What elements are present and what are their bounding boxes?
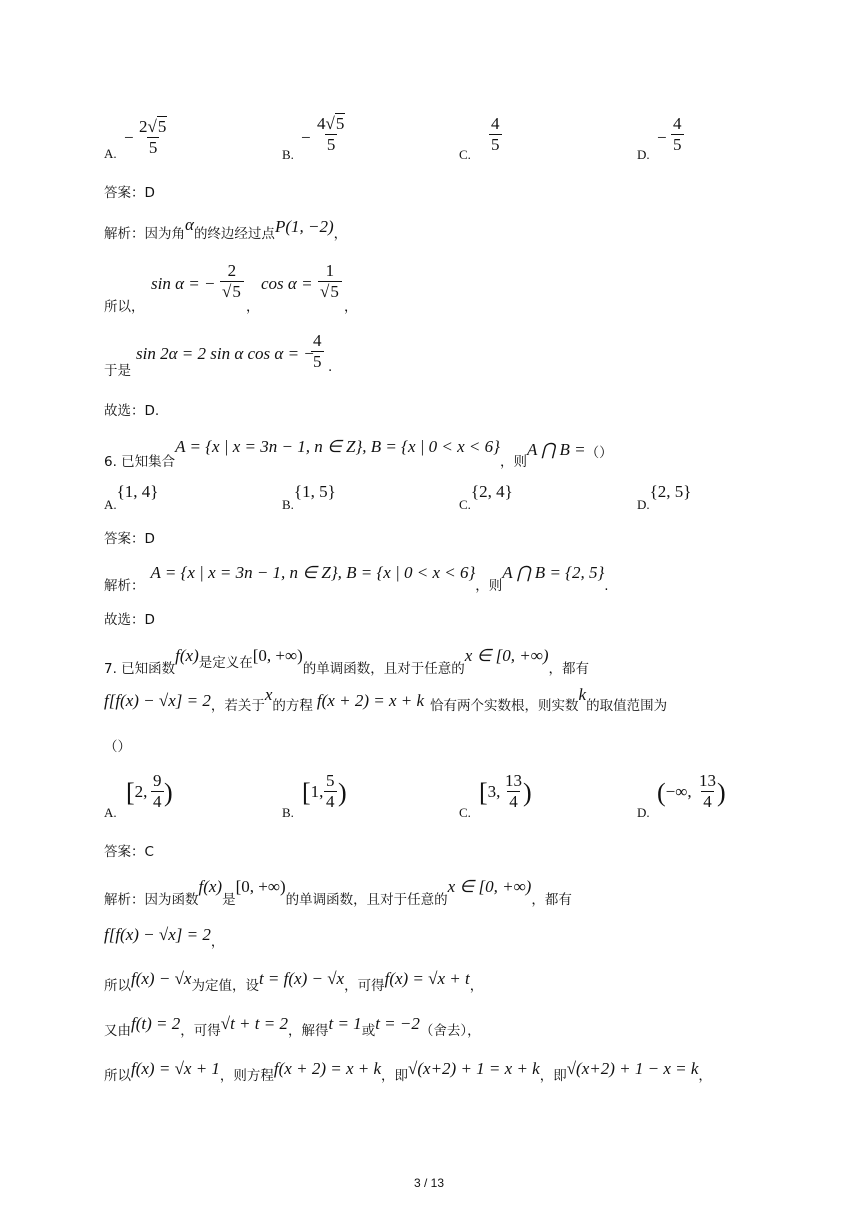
- fraction: $\frac{4√5}{5}$: [317, 114, 345, 154]
- q6-answer: 答案：D: [104, 531, 155, 547]
- page-number: 3 / 13: [414, 1176, 445, 1190]
- option-label: B.: [282, 147, 294, 162]
- option-label: D.: [637, 147, 650, 162]
- fraction: $\frac{1}{√5}$: [318, 262, 342, 301]
- q7-stem-line2: $f[f(x) - √x] = 2_{,若关于}x_{的方程}$ f(x + 2) = x + k $_{恰有两个实数根,则实数}k_{的取值范围为}$: [104, 685, 668, 714]
- q7-answer: 答案：C: [104, 844, 154, 860]
- q5-choose: 故选：D.: [104, 403, 160, 419]
- sqrt: √5: [320, 281, 339, 301]
- q6-choose: 故选：D: [104, 612, 155, 628]
- fraction: $\frac{2}{√5}$: [220, 262, 244, 301]
- q7-analysis-line1: $_{解析:因为函数}f(x)_是[0$, $+\infty)_{的单调函数,且对于任意的}x$ ∈ [0, $+\infty)_{,都有}$: [104, 877, 572, 908]
- q7-analysis-line3: $_{所以}f(x) - √x_{为定值,设}t = f(x) - √x_{,可得}f(x) = √x + t_,$: [104, 969, 484, 994]
- set-expression: A = {x | x = 3n − 1, n ∈ Z}, B = {x | 0 < x < 6}: [175, 437, 500, 456]
- sqrt: √5: [325, 114, 345, 133]
- fraction: $\frac{13}{4}$: [699, 771, 716, 811]
- point-p: P(1, −2): [274, 217, 334, 236]
- fraction: $\frac{5}{4}$: [326, 771, 335, 811]
- fraction: $\frac{4}{5}$: [491, 114, 500, 154]
- q6-option-d: $_{D.}${2, 5}: [637, 482, 692, 512]
- fraction: $\frac{4}{5}$: [673, 114, 682, 154]
- q6-option-c: $_{C.}${2, 4}: [459, 482, 513, 512]
- option-label: C.: [459, 147, 471, 162]
- sqrt: √5: [222, 281, 241, 301]
- q6-stem: $_{6. 已知集合}$A = {x | x = 3n − 1, n ∈ Z}, B = {x | $0 < x < 6\}_{,则}A$ ⋂ $B =_{()}$: [104, 437, 613, 470]
- q5-analysis-line1: 解析：因为角α的终边经过点P(1, −2)，: [104, 215, 348, 242]
- q7-analysis-line5: $_{所以}f(x) = √x + 1_{,则方程}f(x + 2) = x + k_{,即}√(x+2) + 1 = x + k_{,即}√(x+2) + 1 - x = k_,$: [104, 1059, 712, 1084]
- q6-analysis: $_{解析:}$A = {x | x = 3n − 1, n ∈ Z}, B = {x | $0 < x < 6\}_{,则}A$ ⋂ B = {2, $5\}_.$: [104, 563, 609, 594]
- fraction: $\frac{4}{5}$: [313, 331, 322, 371]
- fraction: $\frac{2√5}{5}$: [139, 117, 167, 157]
- q7-analysis-line4: $_{又由}f(t) = 2_{,可得}√t + t = 2_{,解得}t = 1_或t = -2_{(舍去),}$: [104, 1014, 481, 1039]
- fraction: $\frac{9}{4}$: [153, 771, 162, 811]
- q7-paren: （）: [104, 739, 131, 755]
- fraction: $\frac{13}{4}$: [505, 771, 522, 811]
- alpha: α: [185, 215, 194, 234]
- q6-option-a: $_{A.}${1, 4}: [104, 482, 159, 512]
- q7-analysis-line2: $f[f(x) - √x] = 2_,$: [104, 925, 225, 950]
- sqrt: √5: [147, 117, 167, 136]
- option-label: A.: [104, 146, 117, 161]
- q7-stem-line1: $_{7. 已知函数}f(x)_{是定义在}[0$, $+\infty)_{的单调函数,且对于任意的}x$ ∈ [0, $+\infty)_{,都有}$: [104, 646, 590, 677]
- q5-answer: 答案：D: [104, 185, 155, 201]
- q6-option-b: $_{B.}${1, 5}: [282, 482, 336, 512]
